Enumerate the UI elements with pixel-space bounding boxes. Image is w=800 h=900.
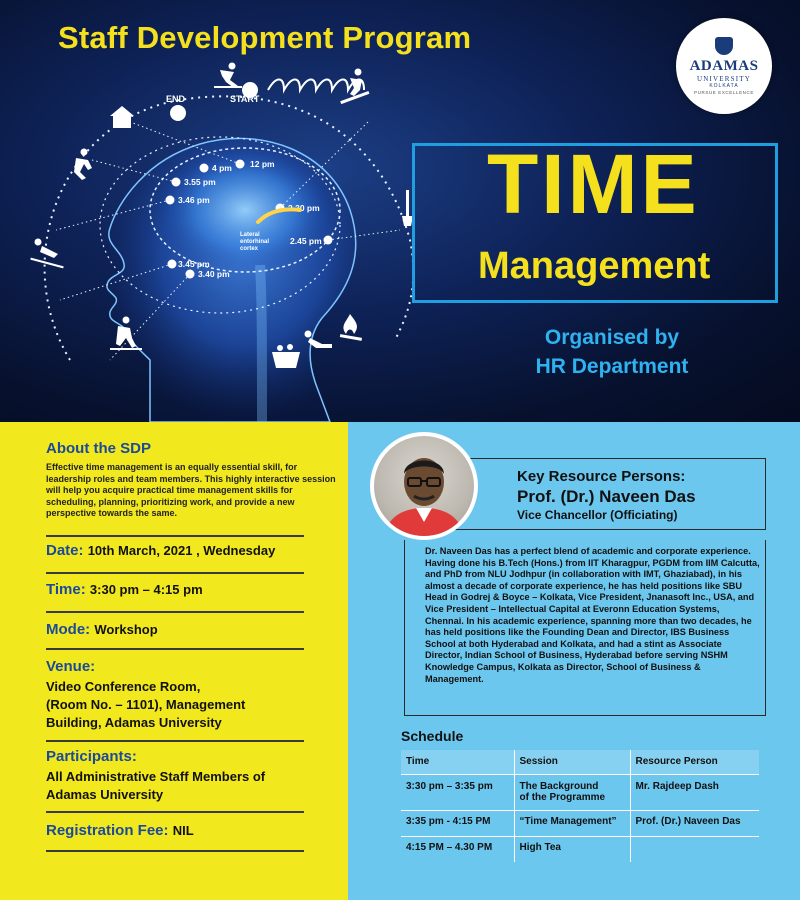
university-logo	[676, 18, 772, 114]
node-4pm	[200, 164, 209, 173]
brain-clock-illustration	[0, 60, 430, 422]
house-icon	[110, 106, 134, 128]
fee-label: Registration Fee:	[46, 822, 169, 839]
time-label-12pm: 12 pm	[250, 159, 275, 169]
session-line: of the Programme	[519, 791, 606, 803]
time-label-355pm: 3.55 pm	[184, 177, 216, 187]
time-label-340pm: 3.40 pm	[198, 269, 230, 279]
logo-name: ADAMAS	[689, 58, 759, 74]
column-header-person: Resource Person	[630, 750, 759, 774]
campfire-icon	[340, 314, 362, 341]
snowboarder-icon	[340, 69, 369, 105]
end-node	[170, 105, 186, 121]
divider	[46, 648, 304, 650]
divider	[46, 811, 304, 813]
participants-value	[46, 768, 316, 804]
resource-heading: Key Resource Persons:	[517, 468, 686, 485]
mode-label: Mode:	[46, 621, 91, 638]
speaker-photo	[370, 432, 478, 540]
venue-line: Building, Adamas University	[46, 715, 222, 730]
schedule-table	[401, 750, 759, 862]
session-line: The Background	[519, 780, 599, 792]
row-person: Mr. Rajdeep Dash	[630, 774, 759, 810]
column-header-time: Time	[401, 750, 514, 774]
venue-label: Venue:	[46, 658, 96, 675]
divider	[46, 572, 304, 574]
brain-label-3: cortex	[240, 246, 259, 252]
date-field	[46, 542, 275, 559]
time-label-245pm: 2.45 pm	[290, 236, 322, 246]
mode-value: Workshop	[94, 622, 158, 637]
time-label: Time:	[46, 581, 86, 598]
table-row	[401, 836, 759, 862]
time-label-345pm: 3.45 pm	[178, 259, 210, 269]
schedule-heading: Schedule	[401, 728, 464, 744]
time-label-4pm: 4 pm	[212, 163, 232, 173]
time-value: 3:30 pm – 4:15 pm	[89, 582, 203, 597]
fee-field	[46, 822, 194, 839]
row-session	[514, 774, 630, 810]
program-title: Staff Development Program	[58, 20, 472, 55]
organiser-department: HR Department	[535, 355, 689, 378]
time-label-230pm: 2.30 pm	[288, 203, 320, 213]
column-header-session: Session	[514, 750, 630, 774]
management-heading: Management	[478, 245, 711, 287]
row-person: Prof. (Dr.) Naveen Das	[630, 810, 759, 836]
hero-banner	[0, 0, 800, 422]
time-label-346pm: 3.46 pm	[178, 195, 210, 205]
time-field	[46, 581, 203, 598]
row-person	[630, 836, 759, 862]
about-text: Effective time management is an equally essential skill, for leadership roles and team members. This highly interactive session will help you acquire practical time management skills for scheduling, planning, prioritizing work, and provide a new perspective towards the same.	[46, 462, 336, 518]
date-label: Date:	[46, 542, 84, 559]
brain-label-1: Lateral	[240, 232, 260, 238]
logo-line3: KOLKATA	[709, 83, 739, 89]
fallen-skier-icon	[30, 239, 63, 269]
table-row	[401, 774, 759, 810]
time-heading: TIME	[487, 137, 700, 231]
crest-icon	[715, 37, 733, 55]
spine	[260, 265, 262, 422]
venue-value	[46, 678, 316, 732]
speaker-portrait	[374, 436, 474, 536]
organised-by-label: Organised by	[544, 326, 680, 349]
date-value: 10th March, 2021 , Wednesday	[87, 543, 276, 558]
row-time: 4:15 PM – 4.30 PM	[406, 841, 493, 853]
participants-line: Adamas University	[46, 787, 164, 802]
venue-line: Video Conference Room,	[46, 679, 201, 694]
table-header-row	[401, 750, 759, 774]
table-row	[401, 810, 759, 836]
divider	[46, 740, 304, 742]
skier-icon	[214, 63, 242, 89]
runner-icon	[74, 149, 92, 181]
event-details-panel	[0, 422, 348, 900]
speaker-bio: Dr. Naveen Das has a perfect blend of academic and corporate experience. Having done his B.Tech (Hons.) from IIT Kharagpur, PGDM from IIM Calcutta, and PhD from NLU Jodhpur (in collaboration with IMT, Ghaziabad), in his almost a decade of corporate experience, he has held positions like SBU Head in Godrej & Boyce – Kolkata, Vice President, Jnanasoft Inc., USA, and Vice President – Intellectual Capital at Everonn Education Systems, Chennai. In his academic experience, spanning more than two decades, he has held positions like the Founding Dean and Director, IBS Business School at both Hyderabad and Kolkata, and had a stint as Associate Director, Indian School of Business, Hyderabad before serving NSHM Knowledge Campus, Kolkata as Director, School of Business & Management.	[425, 546, 760, 684]
row-time: 3:30 pm – 3:35 pm	[401, 774, 514, 810]
mode-field	[46, 621, 158, 638]
about-heading: About the SDP	[46, 440, 151, 457]
participants-line: All Administrative Staff Members of	[46, 769, 266, 784]
divider	[46, 535, 304, 537]
logo-tagline: PURSUE EXCELLENCE	[694, 90, 754, 95]
end-label: END	[166, 94, 186, 104]
logo-line2: UNIVERSITY	[697, 75, 751, 83]
person-icon	[374, 436, 474, 536]
brain-label-2: entorhinal	[240, 239, 270, 245]
row-time: 3:35 pm - 4:15 PM	[401, 810, 514, 836]
venue-line: (Room No. – 1101), Management	[46, 697, 246, 712]
start-label: START	[230, 94, 260, 104]
row-session: “Time Management”	[514, 810, 630, 836]
speaker-name: Prof. (Dr.) Naveen Das	[517, 487, 696, 506]
divider	[46, 611, 304, 613]
participants-label: Participants:	[46, 748, 137, 765]
divider	[46, 850, 304, 852]
fee-value: NIL	[172, 823, 194, 838]
row-session: High Tea	[514, 836, 630, 862]
speaker-role: Vice Chancellor (Officiating)	[517, 508, 678, 522]
spring-coil	[268, 80, 364, 91]
